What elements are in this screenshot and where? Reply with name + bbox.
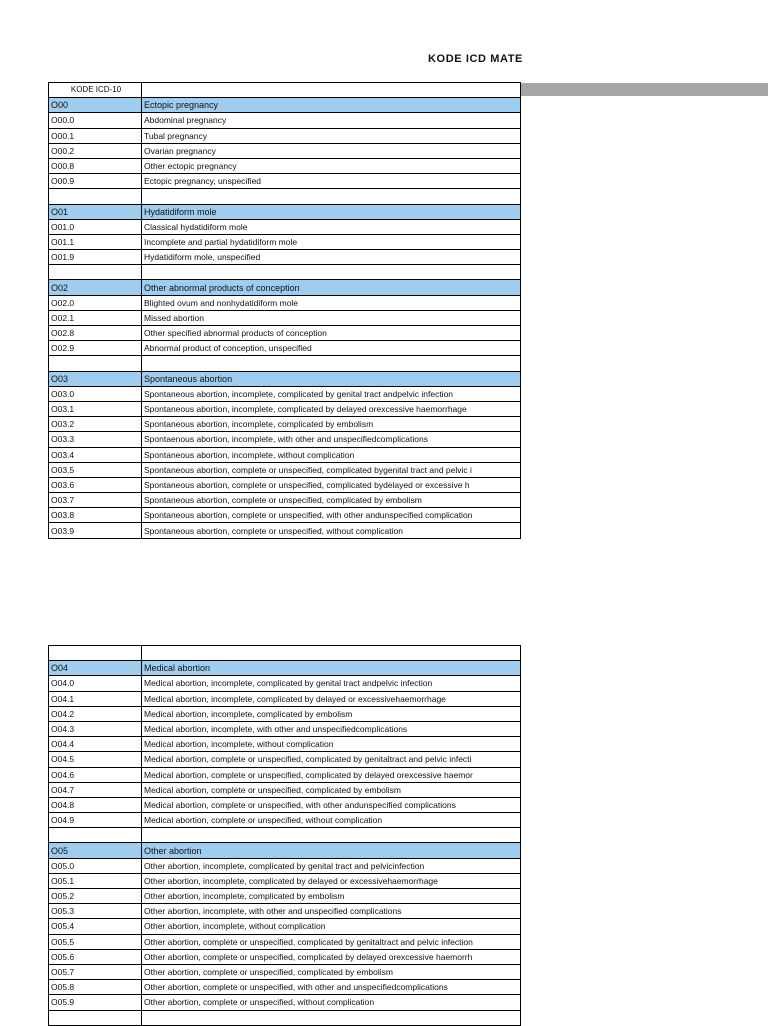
table-row	[49, 858, 521, 873]
table-row	[49, 447, 521, 462]
description-cell: Other abortion, complete or unspecified, complicated by embolism	[142, 964, 521, 979]
description-cell: Medical abortion, incomplete, without complication	[142, 737, 521, 752]
table-row	[49, 386, 521, 401]
description-cell	[142, 646, 521, 661]
description-cell: Other abortion, complete or unspecified, complicated by delayed orexcessive haemorrh	[142, 949, 521, 964]
code-cell	[49, 646, 142, 661]
description-cell	[142, 356, 521, 371]
table-row	[49, 706, 521, 721]
code-cell	[49, 356, 142, 371]
code-cell: O04.8	[49, 797, 142, 812]
table-row	[49, 767, 521, 782]
description-cell: Spontaneous abortion, complete or unspecified, complicated by embolism	[142, 493, 521, 508]
code-cell	[49, 828, 142, 843]
code-cell: O02	[49, 280, 142, 295]
code-cell: O05	[49, 843, 142, 858]
table-row	[49, 477, 521, 492]
description-cell: Other abnormal products of conception	[142, 280, 521, 295]
code-cell: O03	[49, 371, 142, 386]
description-cell: Tubal pregnancy	[142, 128, 521, 143]
blank-row	[49, 356, 521, 371]
table-row	[49, 417, 521, 432]
table-row	[49, 493, 521, 508]
table-row	[49, 919, 521, 934]
description-cell: Spontaneous abortion	[142, 371, 521, 386]
code-cell: O00.0	[49, 113, 142, 128]
table-row	[49, 234, 521, 249]
description-cell: Medical abortion, complete or unspecified, without complication	[142, 813, 521, 828]
table-row	[49, 949, 521, 964]
code-cell: O04.9	[49, 813, 142, 828]
code-cell: O02.9	[49, 341, 142, 356]
page-title: KODE ICD MATE	[428, 53, 523, 65]
blank-row	[49, 646, 521, 661]
description-cell: Spontaneous abortion, incomplete, complicated by embolism	[142, 417, 521, 432]
description-cell: Other abortion, complete or unspecified, complicated by genitaltract and pelvic infection	[142, 934, 521, 949]
code-cell: O03.5	[49, 462, 142, 477]
code-cell: O04.0	[49, 676, 142, 691]
code-cell: O05.7	[49, 964, 142, 979]
description-cell: Other abortion, complete or unspecified, without complication	[142, 995, 521, 1010]
description-cell	[142, 189, 521, 204]
description-cell: Hydatidiform mole	[142, 204, 521, 219]
code-cell: O03.3	[49, 432, 142, 447]
category-header-row	[49, 280, 521, 295]
code-cell: O00.9	[49, 174, 142, 189]
code-cell: O04.3	[49, 721, 142, 736]
code-cell: O04.5	[49, 752, 142, 767]
table-row	[49, 158, 521, 173]
description-cell: Missed abortion	[142, 310, 521, 325]
code-cell: O05.6	[49, 949, 142, 964]
description-cell: Classical hydatidiform mole	[142, 219, 521, 234]
table-row	[49, 250, 521, 265]
blank-row	[49, 265, 521, 280]
description-cell: Medical abortion, incomplete, complicated by genital tract andpelvic infection	[142, 676, 521, 691]
table-row	[49, 508, 521, 523]
code-cell: O05.5	[49, 934, 142, 949]
code-cell: O05.0	[49, 858, 142, 873]
category-header-row	[49, 371, 521, 386]
table-row	[49, 691, 521, 706]
code-cell: O01.9	[49, 250, 142, 265]
code-cell: O05.9	[49, 995, 142, 1010]
description-cell: Abdominal pregnancy	[142, 113, 521, 128]
description-cell: Medical abortion, incomplete, with other and unspecifiedcomplications	[142, 721, 521, 736]
category-header-row	[49, 661, 521, 676]
table-row	[49, 462, 521, 477]
description-cell	[142, 1010, 521, 1025]
description-cell: Spontaneous abortion, complete or unspecified, with other andunspecified complication	[142, 508, 521, 523]
table-row	[49, 995, 521, 1010]
table-row	[49, 219, 521, 234]
table-row	[49, 113, 521, 128]
description-cell: Spontaenous abortion, incomplete, with other and unspecifiedcomplications	[142, 432, 521, 447]
code-cell: O02.0	[49, 295, 142, 310]
table-row	[49, 782, 521, 797]
table-row	[49, 904, 521, 919]
description-cell: Other ectopic pregnancy	[142, 158, 521, 173]
category-header-row	[49, 843, 521, 858]
column-header-desc	[142, 83, 521, 98]
table-row	[49, 889, 521, 904]
description-cell: Abnormal product of conception, unspecified	[142, 341, 521, 356]
code-cell: O05.2	[49, 889, 142, 904]
category-header-row	[49, 98, 521, 113]
description-cell: Medical abortion	[142, 661, 521, 676]
table-row	[49, 797, 521, 812]
code-cell	[49, 265, 142, 280]
blank-row	[49, 189, 521, 204]
description-cell: Other abortion, incomplete, without complication	[142, 919, 521, 934]
description-cell: Other abortion, incomplete, with other and unspecified complications	[142, 904, 521, 919]
description-cell: Spontaneous abortion, complete or unspecified, complicated bygenital tract and pelvic i	[142, 462, 521, 477]
table-row	[49, 676, 521, 691]
code-cell: O03.6	[49, 477, 142, 492]
code-cell: O03.4	[49, 447, 142, 462]
description-cell: Medical abortion, complete or unspecified, complicated by delayed orexcessive haemor	[142, 767, 521, 782]
table-row	[49, 737, 521, 752]
code-cell: O03.7	[49, 493, 142, 508]
code-cell: O04	[49, 661, 142, 676]
description-cell: Medical abortion, complete or unspecified, complicated by genitaltract and pelvic infecti	[142, 752, 521, 767]
code-cell: O03.2	[49, 417, 142, 432]
code-cell: O03.1	[49, 401, 142, 416]
table-row	[49, 721, 521, 736]
code-cell: O05.4	[49, 919, 142, 934]
blank-row	[49, 1010, 521, 1025]
code-cell	[49, 189, 142, 204]
icd-table-1	[48, 82, 521, 539]
table-row	[49, 401, 521, 416]
table-row	[49, 813, 521, 828]
code-cell: O00	[49, 98, 142, 113]
code-cell: O00.2	[49, 143, 142, 158]
description-cell: Ectopic pregnancy, unspecified	[142, 174, 521, 189]
description-cell: Incomplete and partial hydatidiform mole	[142, 234, 521, 249]
code-cell: O04.1	[49, 691, 142, 706]
description-cell: Hydatidiform mole, unspecified	[142, 250, 521, 265]
table-row	[49, 523, 521, 538]
code-cell: O00.8	[49, 158, 142, 173]
description-cell: Ectopic pregnancy	[142, 98, 521, 113]
table-row	[49, 934, 521, 949]
description-cell: Spontaneous abortion, complete or unspecified, without complication	[142, 523, 521, 538]
table-row	[49, 128, 521, 143]
description-cell: Other abortion, incomplete, complicated by embolism	[142, 889, 521, 904]
code-cell: O05.1	[49, 873, 142, 888]
description-cell: Medical abortion, complete or unspecified, with other andunspecified complications	[142, 797, 521, 812]
table-row	[49, 964, 521, 979]
table-row	[49, 295, 521, 310]
code-cell: O04.6	[49, 767, 142, 782]
description-cell: Other abortion, complete or unspecified, with other and unspecifiedcomplications	[142, 980, 521, 995]
code-cell: O00.1	[49, 128, 142, 143]
description-cell	[142, 828, 521, 843]
table-row	[49, 752, 521, 767]
description-cell: Medical abortion, incomplete, complicated by delayed or excessivehaemorrhage	[142, 691, 521, 706]
code-cell: O01.0	[49, 219, 142, 234]
table-row	[49, 341, 521, 356]
code-cell: O05.3	[49, 904, 142, 919]
code-cell: O03.8	[49, 508, 142, 523]
description-cell: Blighted ovum and nonhydatidiform mole	[142, 295, 521, 310]
description-cell	[142, 265, 521, 280]
description-cell: Other abortion, incomplete, complicated by genital tract and pelvicinfection	[142, 858, 521, 873]
table-row	[49, 980, 521, 995]
description-cell: Spontaneous abortion, complete or unspecified, complicated bydelayed or excessive h	[142, 477, 521, 492]
description-cell: Spontaneous abortion, incomplete, complicated by genital tract andpelvic infection	[142, 386, 521, 401]
description-cell: Medical abortion, incomplete, complicated by embolism	[142, 706, 521, 721]
description-cell: Other specified abnormal products of conception	[142, 326, 521, 341]
column-header-row	[49, 83, 521, 98]
blank-row	[49, 828, 521, 843]
gray-column-strip	[520, 83, 768, 96]
code-cell: O02.8	[49, 326, 142, 341]
description-cell: Other abortion, incomplete, complicated by delayed or excessivehaemorrhage	[142, 873, 521, 888]
code-cell: O05.8	[49, 980, 142, 995]
description-cell: Spontaneous abortion, incomplete, complicated by delayed orexcessive haemorrhage	[142, 401, 521, 416]
icd-table-2	[48, 645, 521, 1026]
code-cell: O03.9	[49, 523, 142, 538]
code-cell: O04.2	[49, 706, 142, 721]
code-cell: O04.4	[49, 737, 142, 752]
description-cell: Other abortion	[142, 843, 521, 858]
code-cell: O01	[49, 204, 142, 219]
table-row	[49, 174, 521, 189]
table-row	[49, 326, 521, 341]
category-header-row	[49, 204, 521, 219]
description-cell: Spontaneous abortion, incomplete, without complication	[142, 447, 521, 462]
description-cell: Ovarian pregnancy	[142, 143, 521, 158]
code-cell: O03.0	[49, 386, 142, 401]
table-row	[49, 873, 521, 888]
table-row	[49, 432, 521, 447]
column-header-code: KODE ICD-10	[49, 83, 142, 98]
code-cell: O04.7	[49, 782, 142, 797]
code-cell	[49, 1010, 142, 1025]
table-row	[49, 310, 521, 325]
description-cell: Medical abortion, complete or unspecified, complicated by embolism	[142, 782, 521, 797]
code-cell: O01.1	[49, 234, 142, 249]
code-cell: O02.1	[49, 310, 142, 325]
table-row	[49, 143, 521, 158]
